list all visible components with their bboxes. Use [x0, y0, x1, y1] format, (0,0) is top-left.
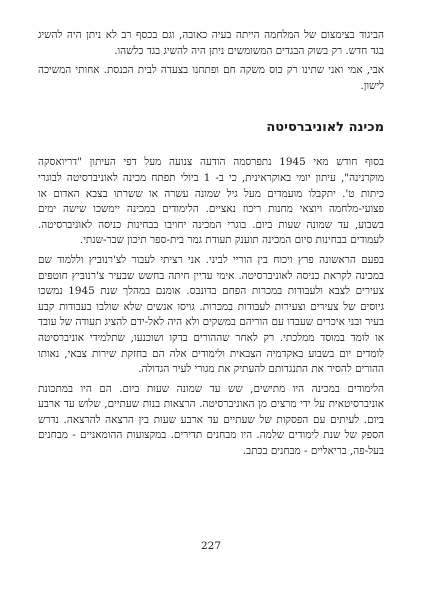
paragraph-argument: בפעם הראשונה פרץ ויכוח בין הוריי לביני. אני רציתי לעבור לצ'רנוביץ וללמוד שם במכינה לקראת כניסה לאוניברסיטה. אימי עדיין חיתה בחשש שבעיר צ'רנוביץ חוטפים צעירים לצבא ולעבודות במכרות הפחם בדונבס. אומנם במהלך שנת 1945 נמשכו גיוסים של צעירים וצעירות לעבודות במכרות. גויסו אנשים שלא שולבו בעבודות קבע בעיר ובני איכרים שעבדו עם הוריהם במשקים ולא היה לאל-ידם להציג תעודה של עובד או לומד במוסד ממלכתי. רק לאחר שההורים בדקו ושוכנעו, שתלמידי אוניברסיטה לומדים יום בשבוע באקדמיה הצבאית ולימודים אלה הם בחזקת שירות צבאי, נאותו ההורים להסיר את התנגדותם להעתיק את מגורי לעיר הגדולה. [38, 253, 385, 376]
page-number: 227 [200, 540, 222, 552]
section-title: מכינה לאוניברסיטה [266, 120, 384, 136]
paragraph-studies: הלימודים במכינה היו מתישים, שש עד שמונה שעות ביום. הם היו במתכונת אוניברסיטאית על ידי מרצים מן האוניברסיטה. הרצאות בנות שעתיים, שלוש עד ארבע ביום. לעיתים עם הפסקות של שעתיים עד ארבע שעות בין הרצאה להרצאה. נדרש הספק של שנת לימודים שלמה. היו מבחנים תדירים. במקצועות ההומאניים - מבחנים בעל-פה, בריאליים - מבחנים בכתב. [38, 382, 384, 458]
paragraph-clothing: הביגוד בצימצום של המלחמה הייתה בעיה כאובה, וגם בכסף רב לא ניתן היה להשיג בגד חדש. רק בשוק הבגדים המשומשים ניתן היה להשיג בגד כלשהו. [38, 29, 384, 57]
paragraph-synagogue: אבי, אמי ואני שתינו רק כוס משקה חם ופתחנו בצעדה לבית הכנסת. אחותי המשיכה לישון. [38, 64, 384, 92]
paragraph-announcement: בסוף חודש מאי 1945 נתפרסמה הודעה צנועה מעל דפי העיתון "דריואסקה מוקרנינה", עיתון יומי באוקראינית, כי ב- 1 ביולי תפתח מכינה לאוניברסיטה לבוגרי כיתות ט'. יתקבלו מועמדים מעל גיל שמונה עשרה או ששרתו בצבא האדום או פצועי-מלחמה ויוצאי מחנות ריכוז נאציים. הלימודים במכינה יימשכו שישה ימים בשבוע, עד שמונה שעות ביום. בוגרי המכינה יחויבו בבחינות כניסה לאוניברסיטה. לעמודים בבחינות סיום המכינה תוענק תעודת גמר בית-ספר תיכון שבר-שנתי. [38, 156, 385, 247]
